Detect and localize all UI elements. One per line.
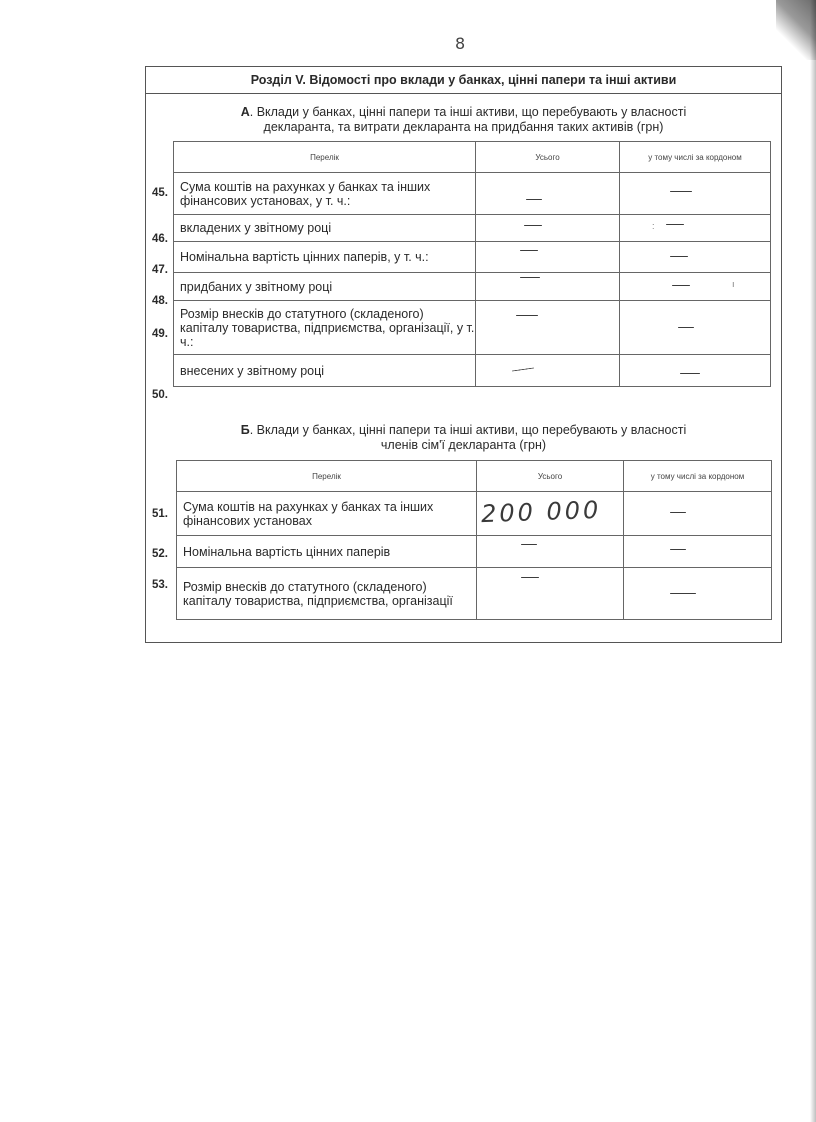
- dash-mark: [516, 315, 538, 316]
- abroad-cell: [624, 568, 772, 620]
- col-header-list: Перелік: [174, 142, 476, 173]
- row-number: 45.: [152, 187, 168, 199]
- dash-mark: [680, 373, 700, 374]
- col-header-total: Усього: [476, 142, 620, 173]
- row-label: Номінальна вартість цінних паперів: [177, 536, 477, 568]
- row-label: Розмір внесків до статутного (складеного) капіталу товариства, підприємства, організації: [177, 568, 477, 620]
- col-header-total: Усього: [477, 461, 624, 492]
- dash-mark: [526, 199, 542, 200]
- total-cell: [477, 536, 624, 568]
- table-row: [174, 355, 771, 387]
- scan-speck: :: [652, 221, 655, 231]
- abroad-cell: [620, 173, 771, 215]
- total-cell: [476, 215, 620, 242]
- dash-mark: [670, 256, 688, 257]
- dash-mark: [521, 544, 537, 545]
- dash-mark: [521, 577, 539, 578]
- part-a-heading-text1: . Вклади у банках, цінні папери та інші активи, що перебувають у власності: [249, 105, 687, 119]
- row-number: 49.: [152, 328, 168, 340]
- total-cell: [476, 242, 620, 273]
- row-label: Номінальна вартість цінних паперів, у т. ч.:: [174, 242, 476, 273]
- part-b-table: [176, 460, 772, 620]
- row-number: 52.: [152, 548, 168, 560]
- part-b-heading-line2: членів сім'ї декларанта (грн): [380, 438, 547, 452]
- total-cell: [476, 355, 620, 387]
- part-a-letter: А: [240, 105, 250, 119]
- dash-mark: [520, 250, 538, 251]
- abroad-cell: [624, 536, 772, 568]
- total-cell: [476, 273, 620, 301]
- row-number: 50.: [152, 389, 168, 401]
- row-number: 46.: [152, 233, 168, 245]
- dash-mark: [520, 277, 540, 278]
- handwritten-amount: 200 000: [480, 495, 602, 529]
- col-header-abroad: у тому числі за кордоном: [624, 461, 772, 492]
- part-b-heading-text1: . Вклади у банках, цінні папери та інші активи, що перебувають у власності: [249, 423, 687, 437]
- dash-mark: [670, 512, 686, 513]
- page-number: 8: [455, 34, 466, 53]
- section-frame: [145, 66, 782, 643]
- table-row: [177, 492, 772, 536]
- col-header-abroad: у тому числі за кордоном: [620, 142, 771, 173]
- abroad-cell: [620, 355, 771, 387]
- section-title: Розділ V. Відомості про вклади у банках, цінні папери та інші активи: [146, 67, 781, 94]
- part-a-heading-line1: [146, 105, 781, 120]
- row-label: внесених у звітному році: [174, 355, 476, 387]
- dash-mark: [670, 593, 696, 594]
- dash-mark: [678, 327, 694, 328]
- row-label: Сума коштів на рахунках у банках та інших фінансових установах: [177, 492, 477, 536]
- table-row: [174, 173, 771, 215]
- part-b-letter: Б: [240, 423, 250, 437]
- total-cell: [477, 568, 624, 620]
- table-row: [177, 536, 772, 568]
- row-label: придбаних у звітному році: [174, 273, 476, 301]
- abroad-cell: [620, 273, 771, 301]
- abroad-cell: [620, 215, 771, 242]
- table-row: [174, 215, 771, 242]
- row-number: 53.: [152, 579, 168, 591]
- total-cell: [476, 173, 620, 215]
- part-a-heading-line2: декларанта, та витрати декларанта на придбання таких активів (грн): [263, 120, 664, 134]
- scan-speck: ı: [732, 279, 735, 289]
- part-a-header-row: [174, 142, 771, 173]
- part-b-heading-line1: [146, 423, 781, 438]
- part-a-heading: [146, 105, 781, 135]
- scan-edge-shadow: [810, 0, 816, 1122]
- abroad-cell: [620, 242, 771, 273]
- row-number: 51.: [152, 508, 168, 520]
- total-cell: [476, 301, 620, 355]
- abroad-cell: [624, 492, 772, 536]
- row-label: вкладених у звітному році: [174, 215, 476, 242]
- row-number: 48.: [152, 295, 168, 307]
- col-header-list: Перелік: [177, 461, 477, 492]
- row-label: Сума коштів на рахунках у банках та інших фінансових установах, у т. ч.:: [174, 173, 476, 215]
- dash-mark: [512, 367, 534, 371]
- abroad-cell: [620, 301, 771, 355]
- row-number: 47.: [152, 264, 168, 276]
- dash-mark: [670, 549, 686, 550]
- part-b-header-row: [177, 461, 772, 492]
- table-row: [174, 301, 771, 355]
- dash-mark: [666, 224, 684, 225]
- table-row: [177, 568, 772, 620]
- row-label: Розмір внесків до статутного (складеного) капіталу товариства, підприємства, організації, у т. ч.:: [174, 301, 476, 355]
- table-row: [174, 273, 771, 301]
- dash-mark: [670, 191, 692, 192]
- total-cell: [477, 492, 624, 536]
- dash-mark: [672, 285, 690, 286]
- dash-mark: [524, 225, 542, 226]
- table-row: [174, 242, 771, 273]
- part-b-heading: [146, 423, 781, 453]
- part-a-table: [173, 141, 771, 387]
